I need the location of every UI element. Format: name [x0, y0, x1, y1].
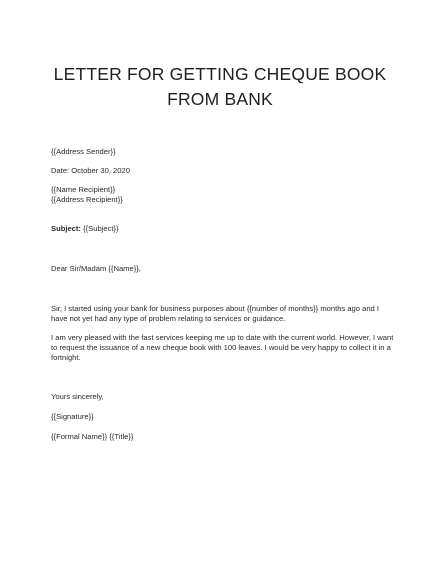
formal-name-title: {{Formal Name}} {{Title}} — [51, 432, 134, 441]
letter-title: LETTER FOR GETTING CHEQUE BOOK FROM BANK — [53, 64, 387, 109]
letter-date: Date: October 30, 2020 — [51, 166, 130, 175]
subject-line — [51, 224, 119, 234]
address-sender: {{Address Sender}} — [51, 147, 116, 156]
paragraph-2: I am very pleased with the fast services keeping me up to date with the current world. However, I want to request the issuance of a new cheque book with 100 leaves. I would be very happy to collect it in a fortnight. — [51, 333, 394, 362]
subject-label: Subject: — [51, 224, 81, 233]
address-recipient: {{Address Recipient}} — [51, 195, 123, 204]
signature: {{Signature}} — [51, 412, 94, 421]
name-recipient: {{Name Recipient}} — [51, 185, 116, 194]
subject-value: {{Subject}} — [80, 224, 119, 233]
closing: Yours sincerely, — [51, 392, 104, 401]
paragraph-1: Sir, I started using your bank for business purposes about {{number of months}} months ago and I have not yet had any type of problem relating to services or guidance. — [51, 304, 379, 323]
salutation: Dear Sir/Madam {{Name}}, — [51, 264, 141, 273]
